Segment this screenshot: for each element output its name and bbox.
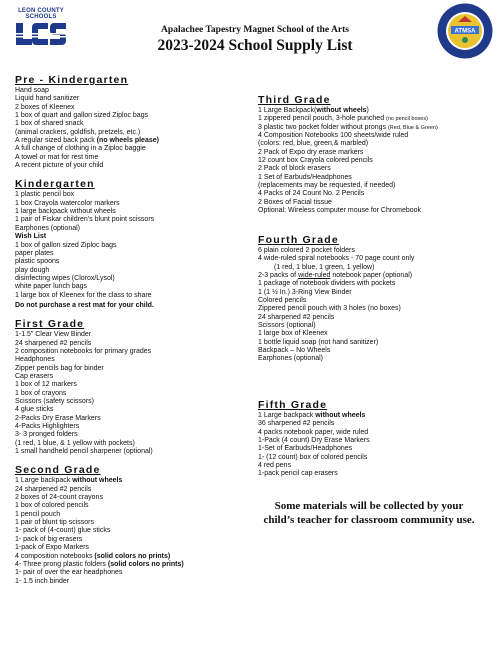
- list-item: 4 Packs of 24 Count No. 2 Pencils: [258, 190, 365, 198]
- rest-mat-note: Do not purchase a rest mat for your child.: [15, 301, 154, 309]
- list-item: 1- (12 count) box of colored pencils: [258, 453, 368, 461]
- list-item: 2 Pack of block erasers: [258, 165, 331, 173]
- list-item: 1 small handheld pencil sharpener (optional): [15, 448, 153, 456]
- list-item: 12 count box Crayola colored pencils: [258, 157, 373, 165]
- collection-note: Some materials will be collected by your child’s teacher for classroom community use.: [263, 500, 475, 526]
- item-text: 4 composition notebooks: [15, 552, 93, 560]
- section-heading: Second Grade: [15, 464, 101, 477]
- item-text: 1 zippered pencil pouch, 3-hole punched: [258, 115, 385, 123]
- list-item: [15, 477, 253, 485]
- wish-list-label: Wish List: [15, 233, 47, 241]
- list-item: (1 red, 1 blue, & 1 yellow with pockets): [15, 439, 135, 447]
- list-item: 1 box of 12 markers: [15, 381, 77, 389]
- list-item: Optional: Wireless computer mouse for Chromebook: [258, 207, 422, 215]
- list-item: 1 bottle liquid soap (not hand sanitizer): [258, 338, 379, 346]
- page-header: [80, 25, 430, 55]
- list-item: 1 (1 ½ In.) 3-Ring View Binder: [258, 288, 352, 296]
- list-item: Liquid hand sanitizer: [15, 95, 80, 103]
- section-heading: Pre - Kindergarten: [15, 74, 129, 86]
- list-item: (colors: red, blue, green,& marbled): [258, 140, 369, 148]
- list-item: 1 pencil pouch: [15, 510, 61, 518]
- list-item: 1 package of notebook dividers with pockets: [258, 280, 396, 288]
- list-item: [258, 412, 490, 420]
- list-item: 6 plain colored 2 pocket folders: [258, 247, 355, 254]
- list-item: [15, 561, 253, 569]
- list-item: 4 wide-ruled spiral notebooks - 70 page count only: [258, 255, 415, 263]
- list-item: Backpack – No Wheels: [258, 347, 331, 355]
- section-heading: Kindergarten: [15, 178, 95, 191]
- list-item: Earphones (optional): [15, 224, 80, 232]
- list-item: Colored pencils: [258, 297, 307, 305]
- list-item: Zippered pencil pouch with 3 holes (no boxes): [258, 305, 401, 313]
- item-note: (solid colors no prints): [94, 552, 171, 560]
- list-item: 1 box of crayons: [15, 389, 67, 397]
- list-item: 1 large backpack without wheels: [15, 208, 116, 216]
- section-third-grade: [258, 94, 490, 215]
- list-item: 1 plastic pencil box: [15, 191, 75, 199]
- list-item: Scissors (optional): [258, 322, 316, 330]
- lcs-letters-icon: [14, 21, 68, 47]
- item-note: (solid colors no prints): [107, 560, 184, 568]
- section-second-grade: [15, 464, 253, 585]
- item-text: 3 plastic two pocket folder without prongs: [258, 123, 387, 131]
- list-item: disinfecting wipes (Clorox/Lysol): [15, 274, 115, 282]
- section-heading: First Grade: [15, 318, 85, 331]
- section-kindergarten: [15, 178, 253, 310]
- list-item: 1 large box of Kleenex for the class to share: [15, 291, 152, 299]
- section-heading: Third Grade: [258, 94, 331, 106]
- list-item: 1 box of shared snack: [15, 120, 84, 128]
- list-item: A towel or mat for rest time: [15, 153, 99, 161]
- list-item: (1 red, 1 blue, 1 green, 1 yellow): [274, 263, 375, 271]
- list-item: Headphones: [15, 356, 55, 364]
- list-item: 36 sharpened #2 pencils: [258, 420, 335, 428]
- list-item: paper plates: [15, 249, 54, 257]
- list-item: 1-Pack (4 count) Dry Erase Markers: [258, 437, 370, 445]
- list-item: 1 box of colored pencils: [15, 502, 89, 510]
- item-text: A regular sized back pack: [15, 137, 95, 145]
- section-heading: Fifth Grade: [258, 399, 328, 411]
- item-text: notebook paper (optional): [330, 272, 413, 280]
- list-item: 1-pack pencil cap erasers: [258, 470, 338, 478]
- list-item: white paper lunch bags: [15, 283, 87, 291]
- item-text: 1 Large backpack: [258, 412, 316, 419]
- list-item: 1-1.5” Clear View Binder: [15, 331, 92, 339]
- list-item: 1- pack of big erasers: [15, 535, 83, 543]
- list-item: 1- 1.5 inch binder: [15, 577, 70, 585]
- list-item: Scissors (safety scissors): [15, 398, 94, 405]
- list-item: 2 boxes of Kleenex: [15, 103, 75, 111]
- section-first-grade: [15, 318, 253, 456]
- list-item: 1 pair of Fiskar children’s blunt point scissors: [15, 216, 155, 224]
- section-heading: Fourth Grade: [258, 234, 339, 246]
- list-item: 2 Pack of Expo dry erase markers: [258, 148, 364, 156]
- list-item: 2 boxes of 24-count crayons: [15, 494, 103, 502]
- section-fourth-grade: [258, 234, 490, 364]
- list-item: 1- pair of over the ear headphones: [15, 569, 123, 577]
- list-item: Zipper pencils bag for binder: [15, 364, 104, 372]
- list-item: 24 sharpened #2 pencils: [15, 485, 92, 493]
- list-item: Earphones (optional): [258, 355, 323, 363]
- list-item: 1 Set of Earbuds/Headphones: [258, 173, 352, 181]
- list-item: 1- pack of (4-count) glue sticks: [15, 527, 111, 535]
- list-item: (replacements may be requested, if needed): [258, 182, 396, 190]
- item-note: without wheels: [315, 412, 366, 419]
- list-item: 1-pack of Expo Markers: [15, 544, 89, 552]
- list-item: [258, 115, 490, 123]
- list-item: 1 box Crayola watercolor markers: [15, 199, 120, 207]
- item-text: 1 Large backpack: [15, 477, 71, 485]
- list-item: [258, 272, 490, 280]
- seal-icon: [436, 2, 494, 60]
- list-item: 1-Set of Earbuds/Headphones: [258, 445, 353, 453]
- list-item: A recent picture of your child: [15, 162, 104, 170]
- list-item: 1 box of quart and gallon sized Ziploc bags: [15, 112, 149, 120]
- list-item: play dough: [15, 266, 50, 274]
- list-item: 4 Composition Notebooks 100 sheets/wide ruled: [258, 132, 409, 140]
- list-item: plastic spoons: [15, 258, 60, 266]
- list-item: 2 composition notebooks for primary grades: [15, 347, 152, 355]
- list-item: 24 sharpened #2 pencils: [15, 339, 92, 347]
- list-item: [15, 137, 253, 145]
- list-item: 24 sharpened #2 pencils: [258, 313, 335, 321]
- list-item: Hand soap: [15, 87, 49, 94]
- list-item: [15, 553, 253, 561]
- list-item: 1 box of gallon sized Ziploc bags: [15, 241, 117, 249]
- item-note: (no wheels please): [96, 137, 159, 145]
- item-note: (no pencil boxes): [386, 116, 428, 123]
- list-item: (animal crackers, goldfish, pretzels, etc.): [15, 128, 141, 136]
- item-note: (Red, Blue & Green): [387, 124, 438, 131]
- list-item: [258, 107, 490, 115]
- district-logo-text: LEON COUNTY SCHOOLS: [18, 8, 64, 20]
- school-seal: [436, 2, 494, 60]
- school-name: Apalachee Tapestry Magnet School of the Arts: [161, 25, 349, 35]
- section-fifth-grade: [258, 399, 490, 479]
- district-logo: [10, 8, 72, 47]
- list-item: 4 packs notebook paper, wide ruled: [258, 428, 369, 436]
- item-text: 1 Large Backpack(: [258, 107, 317, 114]
- item-note: without wheels: [316, 107, 367, 114]
- item-note: without wheels: [72, 477, 123, 485]
- list-item: 4 red pens: [258, 462, 292, 470]
- item-text: 4- Three prong plastic folders: [15, 560, 106, 568]
- left-column: [15, 74, 253, 594]
- item-text: 2-3 packs of: [258, 272, 299, 280]
- list-item: 2-Packs Dry Erase Markers: [15, 414, 101, 422]
- list-item: A full change of clothing in a Ziploc baggie: [15, 145, 146, 153]
- list-item: Cap erasers: [15, 372, 54, 380]
- page-title: 2023-2024 School Supply List: [157, 37, 353, 54]
- list-item: [258, 124, 490, 132]
- list-item: 4-Packs Highlighters: [15, 423, 80, 431]
- section-prek: [15, 74, 253, 170]
- list-item: 1 pair of blunt tip scissors: [15, 519, 94, 527]
- list-item: 2 Boxes of Facial tissue: [258, 198, 332, 206]
- list-item: 3- 3 pronged folders: [15, 431, 78, 439]
- item-text: ): [366, 107, 369, 114]
- list-item: 1 large box of Kleenex: [258, 330, 328, 338]
- list-item: 4 glue sticks: [15, 406, 54, 414]
- item-emphasis: wide-ruled: [298, 272, 331, 280]
- svg-text:ATMSA: ATMSA: [454, 28, 476, 35]
